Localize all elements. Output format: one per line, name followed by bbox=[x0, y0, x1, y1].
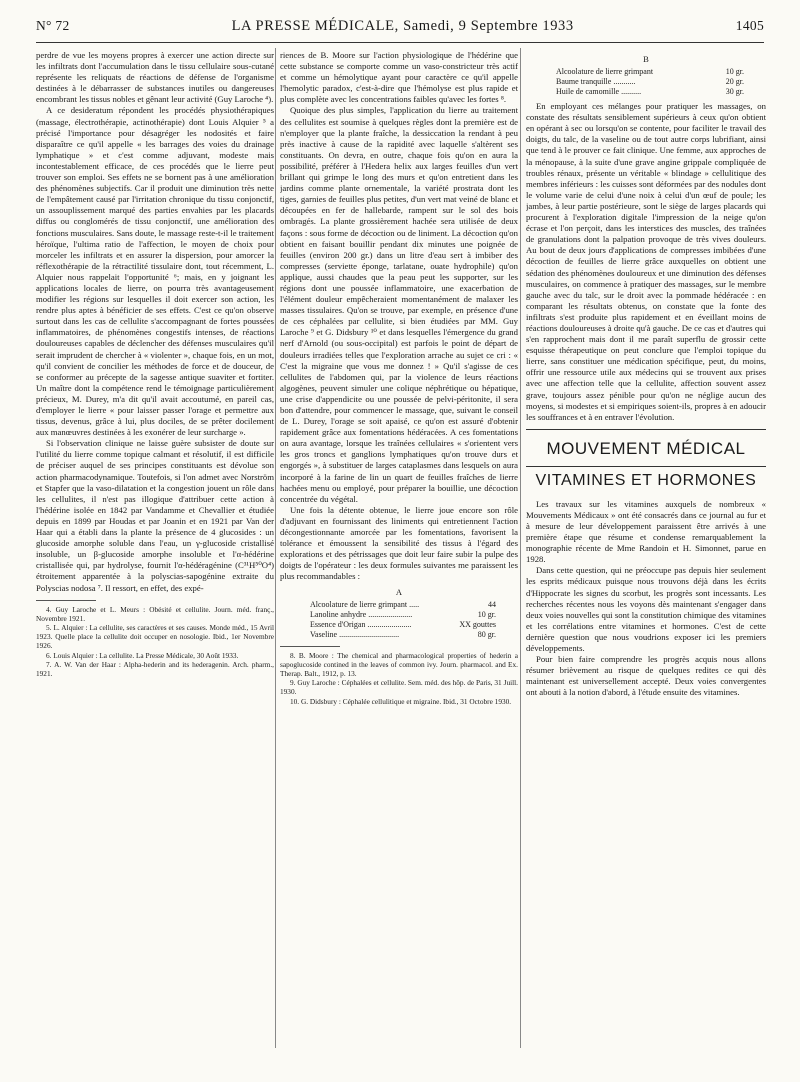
journal-title: LA PRESSE MÉDICALE, Samedi, 9 Septembre 1933 bbox=[231, 18, 574, 34]
formula-ingredient: Alcoolature de lierre grimpant ..... bbox=[310, 599, 420, 609]
formula-quantity: XX gouttes bbox=[459, 619, 496, 629]
page-number: 1405 bbox=[735, 18, 764, 33]
footnote: 5. L. Alquier : La cellulite, ses caractères et ses causes. Monde méd., 15 Avril 1923. Quelle place la cellulite doit occuper en nosologie. Ibid., 1er Novembre 1926. bbox=[36, 623, 274, 651]
paragraph: Dans cette question, qui ne préoccupe pas depuis hier seulement les esprits médicaux puisque nous trouvons déjà dans les écrits d'Hippocrate les signes du scorbut, les progrès sont incessants. Les recherches récentes nous les voyons dès maintenant s'engager dans deux voies nouvelles qui sont la constitution chimique des vitamines et les corrélations entre vitamines et hormones. C'est de cette dernière question que nous voudrions exposer ici les premiers développements. bbox=[526, 565, 766, 654]
formula-ingredient: Baume tranquille ........... bbox=[556, 77, 636, 87]
formula-row bbox=[280, 600, 518, 610]
footnote-rule bbox=[36, 600, 96, 601]
paragraph: Pour bien faire comprendre les progrès acquis nous allons résumer brièvement au risque de quelques redites ce qui dès maintenant est universellement accepté. Deux voies convergentes ont abouti à la notion d'abord, à l'étude ensuite des vitamines. bbox=[526, 654, 766, 698]
column-separator bbox=[275, 48, 276, 1048]
formula-row bbox=[526, 77, 766, 87]
formula-row bbox=[526, 67, 766, 77]
formula-row bbox=[280, 630, 518, 640]
header-rule bbox=[36, 42, 764, 43]
paragraph: perdre de vue les moyens propres à exercer une action directe sur les infiltrats dont l'accumulation dans le tissu cellulaire sous-cutané représente les reliquats de réactions de défense de l'organisme destinées à le débarrasser de substances inutiles ou dangereuses encombrant les tissus nobles et gênant leur activité (Guy Laroche ⁴). bbox=[36, 50, 274, 105]
column-left bbox=[36, 50, 274, 1040]
formula-ingredient: Vaseline .............................. bbox=[310, 629, 400, 639]
paragraph: En employant ces mélanges pour pratiquer les massages, on constate des résultats sensiblement supérieurs à ceux qu'on obtient en opérant à sec ou lorsqu'on se contente, pour faciliter le travail des doigts, du talc, de la vaseline ou de tout autre corps lubrifiant, ainsi que tend à le prouver ce fait clinique. Une femme, aux approches de la ménopause, à la suite d'une grave angine grippale compliquée de troubles rénaux, présente un véritable « blindage » cellulitique des membres inférieurs : les cuisses sont déformées par des nodules dont le volume varie de celui d'une noix à celui d'un œuf de poule; les jambes, à leur partie postérieure, sont le siège de larges placards qui procurent à l'exploration digitale l'impression de la neige qu'on écrase et l'on perçoit, dans les interstices des muscles, des traînées de granulations dont la palpation provoque de très vives douleurs. Au bout de deux jours d'applications de compresses imbibées d'une décoction de feuilles de lierre grâce auxquelles on obtient une sédation des phénomènes douloureux et une diminution des défenses musculaires, on commence à pratiquer des massages, sur le membre gauche avec du talc, sur le droit avec la pommade hédéracée : en comparant les résultats obtenus, on constate que la fonte des infiltrats s'est produite plus rapidement et en éveillant moins de réactions douloureuses à droite qu'à gauche. De ce cas et d'autres qui s'en rapprochent mais dont il me paraît superflu de grossir cette esquisse thérapeutique on peut conclure que l'emploi topique du lierre, sans constituer une médication spécifique, peut, du moins, offrir une ressource utile aux médecins qui se trouvent aux prises avec une affection telle que la cellulite, affection souvent assez grave, toujours assez pénible pour qu'on ne néglige aucun des moyens, si modestes et si empiriques soient-ils, propres à en adoucir les souffrances et à en entraver l'évolution. bbox=[526, 101, 766, 422]
formula-quantity: 10 gr. bbox=[477, 609, 496, 619]
footnote: 7. A. W. Van der Haar : Alpha-hederin and its hederagenin. Arch. pharm., 1921. bbox=[36, 659, 274, 679]
formula-quantity: 30 gr. bbox=[725, 87, 744, 97]
footnote: 9. Guy Laroche : Céphalées et cellulite. Sem. méd. des hôp. de Paris, 31 Juill. 1930. bbox=[280, 678, 518, 697]
footnote: 6. Louis Alquier : La cellulite. La Presse Médicale, 30 Août 1933. bbox=[46, 650, 239, 660]
column-middle bbox=[280, 50, 518, 1040]
formula-ingredient: Lanoline anhydre ...................... bbox=[310, 609, 413, 619]
section-rule bbox=[526, 466, 766, 467]
article-title: VITAMINES ET HORMONES bbox=[535, 471, 757, 489]
section-rule bbox=[526, 429, 766, 430]
formula-quantity: 10 gr. bbox=[725, 67, 744, 77]
formula-ingredient: Alcoolature de lierre grimpant bbox=[556, 67, 654, 77]
paragraph: Quoique des plus simples, l'application du lierre au traitement des cellulites est soumise à quelques règles dont la première est de n'employer que la plante fraîche, la dessiccation la rendant à peu près inactive à cause de la rapidité avec laquelle s'altèrent ses constituants. On devra, en outre, chaque fois qu'on en aura la possibilité, préférer à l'Hedera helix aux larges feuilles d'un vert brillant qui grimpe le long des murs et qu'on entretient dans les jardins comme plante ornementale, la variété prostrata dont les tiges, garnies de feuilles plus petites, d'un vert mat veiné de blanc et découpées en fer de hallebarde, rampent sur le sol des bois ombragés. La plante grossièrement hachée sera utilisée de deux façons : sous forme de décoction ou de liniment. La décoction qu'on obtient en faisant bouillir pendant dix minutes une poignée de feuilles (environ 200 gr.) dans un litre d'eau sert à imbiber des compresses (serviette éponge, tarlatane, ouate hydrophile) qu'on applique, aussi chaudes que la peau peut les supporter, sur les régions dont une poussée inflammatoire, une exacerbation de l'élément douleur empêcheraient momentanément de malaxer les masses tissulaires. Qu'on se trouve, par exemple, en présence d'une de ces céphalées par cellulite, si bien étudiées par MM. Guy Laroche ⁹ et G. Didsbury ¹⁰ et dans lesquelles l'émergence du grand nerf d'Arnold (ou sous-occipital) est parfois le point de départ de douleurs irradiées telles que l'exploration arrache au sujet ce cri : « C'est la migraine que vous me donnez ! » Qu'il s'agisse de ces cellulites de l'abdomen qui, par la violence de leurs réactions algogènes, peuvent simuler une colique néphrétique ou hépatique, une crise d'appendicite ou une poussée de pelvi-péritonite, il sera bon d'attendre, pour commencer le massage, que, suivant le conseil de L. Durey, l'orage se soit apaisé, ce qu'on est assuré d'obtenir rapidement grâce aux fomentations hédéracées. A ces fomentations on aura avantage, lorsque les traînées cellulaires « s'orientent vers les gros troncs et ganglions lymphatiques qu'on trouve durs et engorgés », à substituer de larges cataplasmes dans lesquels on aura incorporé à la farine de lin un quart de feuilles fraîches de lierre hachées menu ou employé, pour préparer la bouillie, une décoction concentrée du végétal. bbox=[280, 105, 518, 504]
column-separator bbox=[520, 48, 521, 1048]
section-heading: MOUVEMENT MÉDICAL bbox=[546, 438, 746, 458]
paragraph: Si l'observation clinique ne laisse guère subsister de doute sur l'utilité du lierre comme topique calmant et résolutif, il est difficile de préciser auquel de ses principes constituants est dévolue son action pharmacodynamique. Toutefois, si l'on admet avec Norström et Stapfer que la vaso-dilatation et la congestion jouent un rôle dans les cellulites, il n'est pas illogique d'attribuer cette action à l'hédérine isolée en 1842 par Vandamme et Chevallier et étudiée depuis en 1899 par Houdas et par Joanin et en 1921 par Van der Haar qui a établi dans la plante la présence de 4 glucosides : un glucoside amorphe soluble dans l'eau, un γ-glucoside cristallisé insoluble, un β-glucoside amorphe insoluble et l'α-hédérine cristallisée qui, par hydrolyse, fournit l'α-hédéragénine (C³¹H⁵⁰O⁴) étroitement apparentée à la polyscias-sapogénine extraite du Polyscias nodosa ⁷. Il ressort, en effet, des expé- bbox=[36, 438, 274, 593]
formula-ingredient: Essence d'Origan ...................... bbox=[310, 619, 412, 629]
formula-quantity: 44 bbox=[488, 599, 496, 609]
formula-row bbox=[280, 610, 518, 620]
paragraph: A ce desideratum répondent les procédés physiothérapiques (massage, électrothérapie, actinothérapie) dont Louis Alquier ⁵ a précisé l'importance pour désagréger les nodosités et faire disparaître ce qu'il appelle « les barrages des voies du drainage lymphatique » et c'est comme adjuvant, modeste mais incontestablement efficace, de ces procédés que le lierre peut trouver son emploi. Ses effets ne se bornent pas à une amélioration des phénomènes subjectifs. Car il produit une diminution très nette de l'empâtement causé par l'irritation chronique du tissu conjonctif, un assouplissement marqué des parties envahies par les placards diffus ou conglomérés de tissu conjonctif, une amélioration des fonctions musculaires. Sans doute, le massage reste-t-il le traitement héroïque, l'ultima ratio de l'affection, le moyen de choix pour morceler les infiltrats et en assurer la dispersion, pour amorcer la réflexothérapie de la rétractilité tissulaire dont, tout récemment, L. Alquier nous rappelait l'opportunité ⁶; mais, en y joignant les applications locales de lierre, on pourra très avantageusement modifier les régions sur lesquelles il doit exercer son action, les rendre plus aptes à bénéficier de ses effets. C'est ce qu'on observe surtout dans les cas de cellulite s'accompagnant de fortes poussées inflammatoires, de phénomènes congestifs intenses, de réactions douloureuses capables de déclencher des défenses musculaires qu'il serait imprudent de chercher à « violenter », chaque fois, en un mot, qu'il convient de concilier les méthodes de force et de douceur, de se conformer au précepte de la sagesse antique suaviter et fortiter. Un maître dont la compétence rend le témoignage particulièrement précieux, M. Durey, m'a dit qu'il avait accoutumé, en pareil cas, d'employer le lierre « pour laisser passer l'orage et permettre aux tissus, devenus, grâce à lui, plus dociles, de se prêter docilement aux manœuvres destinées à les exonérer de leur surcharge ». bbox=[36, 105, 274, 438]
formula-row bbox=[280, 620, 518, 630]
issue-number: N° 72 bbox=[36, 18, 70, 33]
footnote: 8. B. Moore : The chemical and pharmacological properties of hederin a sapoglucoside contined in the leaves of common ivy. Journ. pharmacol. and Ex. Therap. Balt., 1912, p. 13. bbox=[280, 650, 518, 678]
footnote: 4. Guy Laroche et L. Meurs : Obésité et cellulite. Journ. méd. franç., Novembre 1921. bbox=[36, 604, 274, 623]
formula-ingredient: Huile de camomille .......... bbox=[556, 87, 642, 97]
formula-quantity: 80 gr. bbox=[477, 629, 496, 639]
formula-a-label: A bbox=[395, 586, 403, 597]
page-header bbox=[36, 18, 764, 40]
paragraph: Les travaux sur les vitamines auxquels de nombreux « Mouvements Médicaux » ont été consacrés dans ce journal au fur et à mesure de leur développement paraissent être arrivés à une première étape que résume et condense remarquablement la monographie récente de Mme Randoin et H. Simonnet, parue en 1928. bbox=[526, 498, 766, 565]
footnote: 10. G. Didsbury : Céphalée cellulitique et migraine. Ibid., 31 Octobre 1930. bbox=[290, 696, 512, 706]
formula-row bbox=[526, 87, 766, 97]
paragraph: Une fois la détente obtenue, le lierre joue encore son rôle d'adjuvant en fournissant des liniments qui entretiennent l'action décongestionnante amorcée par les fomentations, favorisent la tolérance et émoussent la sensibilité des tissus à l'égard des explorations et des pétrissages que doit leur faire subir la pulpe des doigts de l'opérateur : les deux formules suivantes me paraissent les plus recommandables : bbox=[280, 504, 518, 582]
paragraph: riences de B. Moore sur l'action physiologique de l'hédérine que cette substance se comporte comme un vaso-constricteur très actif et comme un hémolytique ayant pour caractère ce qu'il appelle l'hemolytic paradox, c'est-à-dire que l'hémolyse est plus rapide et plus complète avec les concentrations faibles qu'avec les fortes ⁸. bbox=[280, 50, 518, 105]
column-right bbox=[526, 50, 766, 1040]
formula-b-label: B bbox=[643, 54, 649, 64]
footnote-rule bbox=[280, 646, 340, 647]
formula-quantity: 20 gr. bbox=[725, 77, 744, 87]
